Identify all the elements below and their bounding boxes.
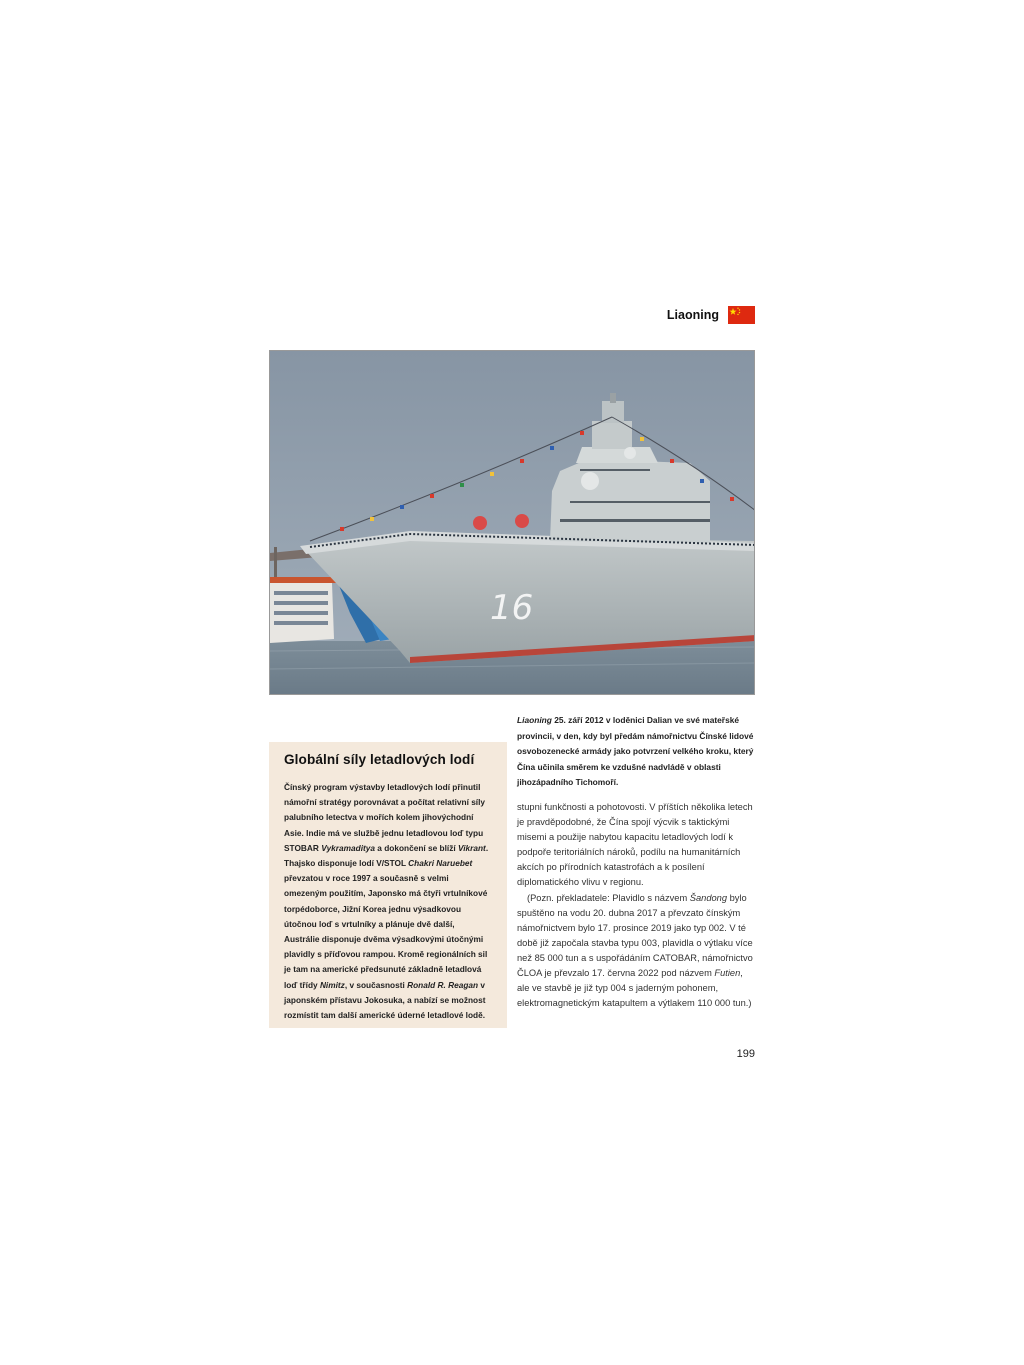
- sidebar-ship-name: Vikrant: [458, 842, 486, 853]
- caption-text: 25. září 2012 v loděnici Dalian ve své mateřské provincii, v den, kdy byl předám námořnictvu Čínské lidové osvobozenecké armády jako potvrzení velkého kroku, který Čína učinila směrem ke vzdušné nadvládě v oblasti jihozápadního Tichomoří.: [517, 715, 754, 788]
- sidebar-text-part: převzatou v roce 1997 a současně s velmi omezeným použitím, Japonsko má čtyři vrtulníkové torpédoborce, Jižní Korea jednu výsadkovou útočnou loď s vrtulníky a plánuje dvě další, Austrálie disponuje dvěma výsadkovými útočnými plavidly s příďovou rampou. Kromě regionálních sil je tam na americké předsunuté základně letadlová loď třídy: [284, 873, 488, 990]
- hull-number: 16: [490, 588, 534, 628]
- page-number: 199: [736, 1048, 755, 1060]
- body-text: [517, 800, 757, 1011]
- sidebar-text-part: a dokončení se blíží: [375, 842, 458, 853]
- sidebar-text-part: Čínský program výstavby letadlových lodí přinutil námořní stratégy porovnávat a počítat relativní síly palubního letectva v mořích kolem jihovýchodní Asie. Indie má ve službě jednu letadlovou loď typu STOBAR: [284, 782, 486, 853]
- sidebar-ship-name: Chakri Naruebet: [408, 858, 473, 869]
- aircraft-carrier-photo: [269, 350, 755, 695]
- body-paragraph-note: [517, 891, 757, 1012]
- sidebar-ship-name: Nimitz: [319, 979, 345, 990]
- body-paragraph: stupni funkčnosti a pohotovosti. V příštích několika letech je pravděpodobné, že Čína spojí výcvik s taktickými misemi a použije nabytou kapacitu letadlových lodí k podpoře teritoriálních nároků, podílu na humanitárních akcích po přírodních katastrofách a k posílení diplomatického vlivu v regionu.: [517, 802, 753, 888]
- body-ship-name: Futien: [714, 968, 741, 979]
- sidebar-ship-name: Ronald R. Reagan: [407, 979, 479, 990]
- sidebar-text-part: . Thajsko disponuje lodí V/STOL: [284, 842, 489, 869]
- body-text-part: bylo spuštěno na vodu 20. dubna 2017 a převzato čínským námořnictvem bylo 17. prosince 2019 jako typ 002. V té době již započala stavba typu 003, plavidla o výtlaku více než 85 000 tun a s uspořádáním CATOBAR, námořnictvo ČLOA je převzalo 17. června 2022 pod názvem: [517, 892, 753, 979]
- china-flag-icon: [728, 306, 755, 324]
- sidebar-text-part: , v současnosti: [344, 979, 408, 990]
- sidebar-text: [284, 780, 492, 1023]
- page-header: [667, 306, 755, 324]
- photo-caption: [517, 713, 757, 791]
- body-text-part: (Pozn. překladatele: Plavidlo s názvem: [527, 892, 690, 903]
- sidebar-text-part: v japonském přístavu Jokosuka, a nabízí se možnost rozmístit tam další americké úderné letadlové lodě.: [284, 979, 486, 1021]
- sidebar-title: Globální síly letadlových lodí: [284, 752, 475, 767]
- caption-ship-name: Liaoning: [517, 715, 552, 725]
- sidebar-ship-name: Vykramaditya: [321, 842, 375, 853]
- sidebar-box: [269, 742, 507, 1028]
- body-text-part: , ale ve stavbě je již typ 004 s jaderným pohonem, elektromagnetickým katapultem a výtlakem 110 000 tun.): [517, 968, 752, 1009]
- body-ship-name: Šandong: [689, 892, 728, 903]
- chapter-title: Liaoning: [666, 308, 719, 322]
